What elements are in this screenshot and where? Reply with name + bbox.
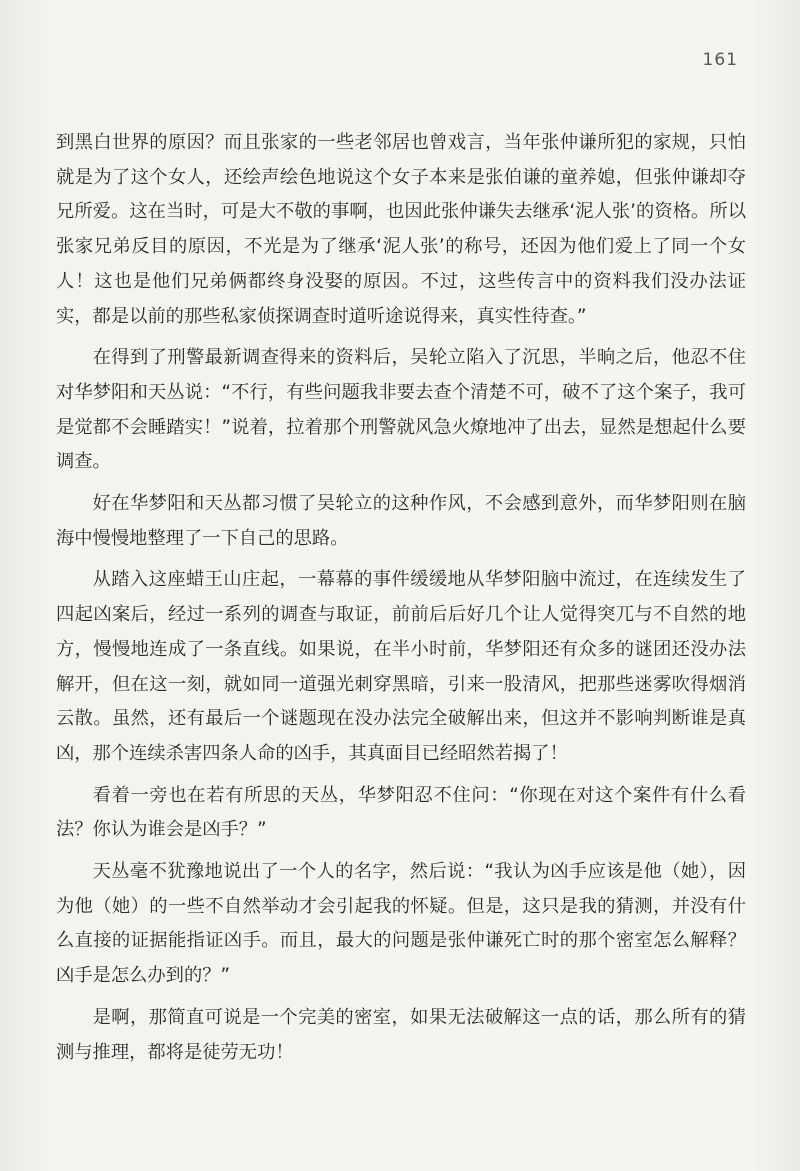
paragraph: 到黑白世界的原因？而且张家的一些老邻居也曾戏言，当年张仲谦所犯的家规，只怕就是为了这个女人，还绘声绘色地说这个女子本来是张伯谦的童养媳，但张仲谦却夺兄所爱。这在当时，可是大不敬的事啊，也因此张仲谦失去继承‘泥人张’的资格。所以张家兄弟反目的原因，不光是为了继承‘泥人张’的称号，还因为他们爱上了同一个女人！这也是他们兄弟俩都终身没娶的原因。不过，这些传言中的资料我们没办法证实，都是以前的那些私家侦探调查时道听途说得来，真实性待查。”	[56, 132, 746, 327]
paragraph: 是啊，那简直可说是一个完美的密室，如果无法破解这一点的话，那么所有的猜测与推理，都将是徒劳无功！	[56, 1006, 746, 1063]
paragraph: 看着一旁也在若有所思的天丛，华梦阳忍不住问：“你现在对这个案件有什么看法？你认为谁会是凶手？”	[56, 784, 746, 841]
body-text	[56, 126, 746, 1077]
paragraph: 在得到了刑警最新调查得来的资料后，吴轮立陷入了沉思，半晌之后，他忍不住对华梦阳和天丛说：“不行，有些问题我非要去查个清楚不可，破不了这个案子，我可是觉都不会睡踏实！”说着，拉着那个刑警就风急火燎地冲了出去，显然是想起什么要调查。	[56, 347, 746, 473]
paragraph: 天丛毫不犹豫地说出了一个人的名字，然后说：“我认为凶手应该是他（她），因为他（她）的一些不自然举动才会引起我的怀疑。但是，这只是我的猜测，并没有什么直接的证据能指证凶手。而且，最大的问题是张仲谦死亡时的那个密室怎么解释？凶手是怎么办到的？”	[56, 861, 746, 987]
paragraph: 好在华梦阳和天丛都习惯了吴轮立的这种作风，不会感到意外，而华梦阳则在脑海中慢慢地整理了一下自己的思路。	[56, 493, 746, 549]
page-number: 161	[702, 50, 738, 70]
paragraph: 从踏入这座蜡王山庄起，一幕幕的事件缓缓地从华梦阳脑中流过，在连续发生了四起凶案后，经过一系列的调查与取证，前前后后好几个让人觉得突兀与不自然的地方，慢慢地连成了一条直线。如果说，在半小时前，华梦阳还有众多的谜团还没办法解开，但在这一刻，就如同一道强光刺穿黑暗，引来一股清风，把那些迷雾吹得烟消云散。虽然，还有最后一个谜题现在没办法完全破解出来，但这并不影响判断谁是真凶，那个连续杀害四条人命的凶手，其真面目已经昭然若揭了！	[56, 569, 746, 764]
